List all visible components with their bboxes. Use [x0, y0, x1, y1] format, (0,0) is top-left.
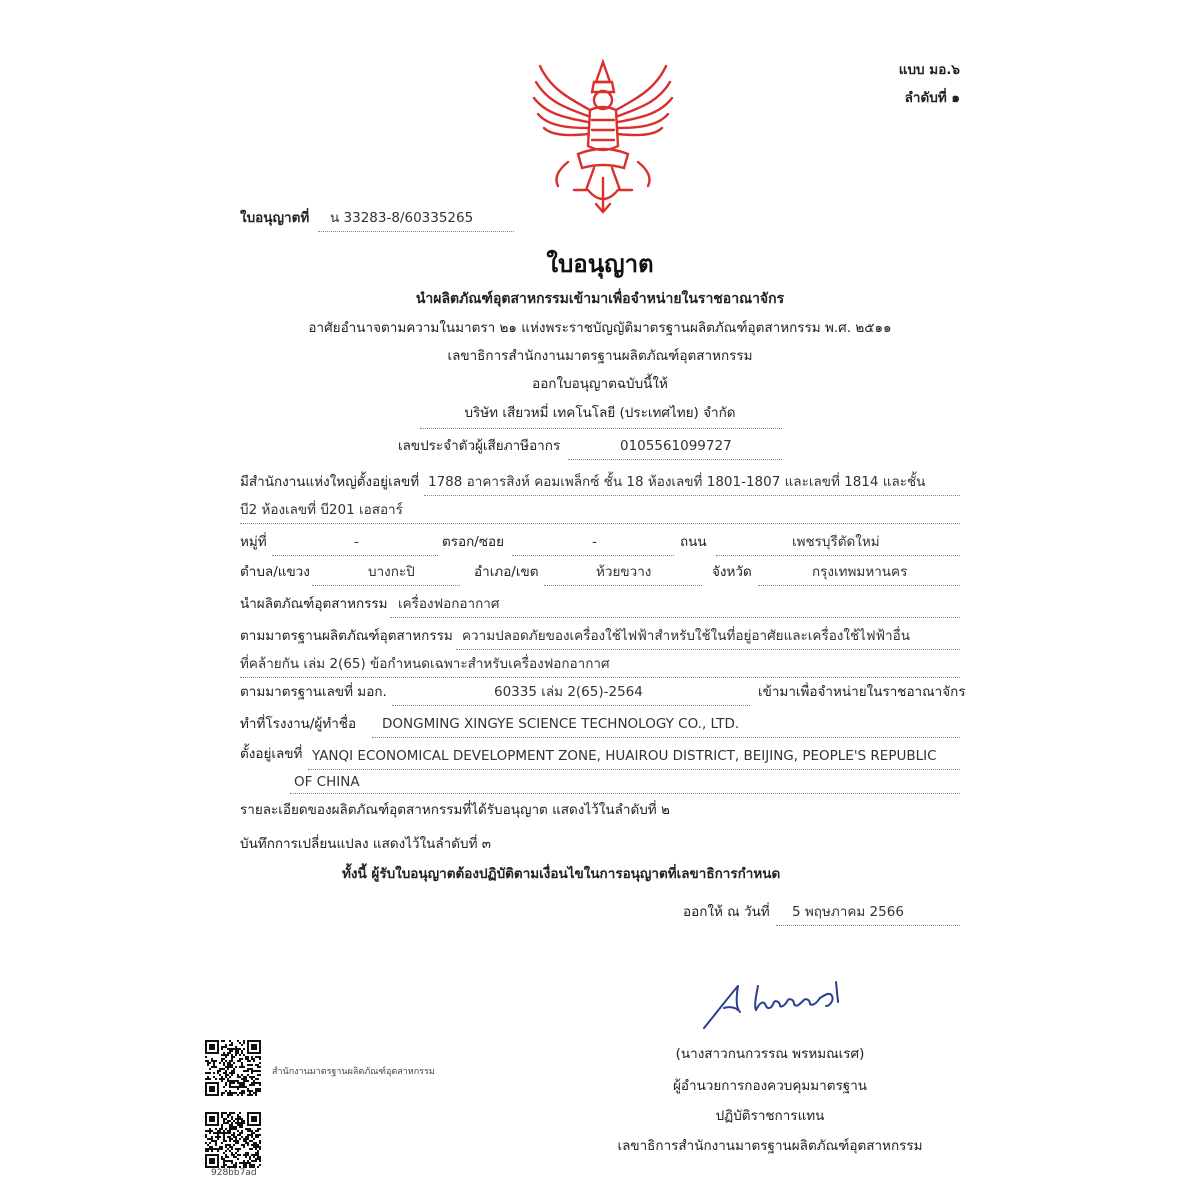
address-value-line-2: บี2 ห้องเลขที่ บี201 เอสอาร์ — [240, 502, 403, 518]
signature — [700, 978, 850, 1034]
form-code: แบบ มอ.๖ — [898, 62, 960, 78]
issue-date-value: 5 พฤษภาคม 2566 — [792, 904, 904, 920]
document-subtitle: นำผลิตภัณฑ์อุตสาหกรรมเข้ามาเพื่อจำหน่ายในราชอาณาจักร — [415, 291, 785, 307]
standard-value-line-1: ความปลอดภัยของเครื่องใช้ไฟฟ้าสำหรับใช้ในที่อยู่อาศัยและเครื่องใช้ไฟฟ้าอื่น — [462, 628, 910, 644]
address-label: มีสำนักงานแห่งใหญ่ตั้งอยู่เลขที่ — [240, 474, 420, 490]
license-no-value: น 33283-8/60335265 — [330, 210, 474, 226]
factory-address-value-line-1: YANQI ECONOMICAL DEVELOPMENT ZONE, HUAIROU DISTRICT, BEIJING, PEOPLE'S REPUBLIC — [312, 748, 937, 764]
signatory-position-2: ปฏิบัติราชการแทน — [715, 1108, 825, 1124]
moo-label: หมู่ที่ — [240, 534, 267, 550]
qr-code-icon[interactable] — [205, 1112, 261, 1168]
license-no-label: ใบอนุญาตที่ — [240, 210, 310, 226]
factory-label: ทำที่โรงงาน/ผู้ทำชื่อ — [240, 716, 357, 732]
condition-note: ทั้งนี้ ผู้รับใบอนุญาตต้องปฏิบัติตามเงื่อนไขในการอนุญาตที่เลขาธิการกำหนด — [342, 866, 781, 882]
factory-address-label: ตั้งอยู่เลขที่ — [240, 746, 303, 762]
tambon-value: บางกะปิ — [368, 564, 415, 580]
tambon-label: ตำบล/แขวง — [240, 564, 310, 580]
tax-id-label: เลขประจำตัวผู้เสียภาษีอากร — [398, 438, 561, 454]
changes-note: บันทึกการเปลี่ยนแปลง แสดงไว้ในลำดับที่ ๓ — [240, 836, 491, 852]
sequence-number: ลำดับที่ ๑ — [904, 90, 960, 106]
product-value: เครื่องฟอกอากาศ — [398, 596, 500, 612]
standard-value-line-2: ที่คล้ายกัน เล่ม 2(65) ข้อกำหนดเฉพาะสำหรับเครื่องฟอกอากาศ — [240, 656, 610, 672]
qr-code-text: 928bb7ad — [211, 1168, 257, 1178]
signatory-position-1: ผู้อำนวยการกองควบคุมมาตรฐาน — [672, 1078, 868, 1094]
moo-value: - — [354, 534, 359, 550]
amphoe-label: อำเภอ/เขต — [474, 564, 539, 580]
road-label: ถนน — [680, 534, 707, 550]
document-title: ใบอนุญาต — [546, 250, 654, 278]
company-name: บริษัท เสียวหมี่ เทคโนโลยี (ประเทศไทย) จำกัด — [464, 405, 736, 421]
standard-no-suffix: เข้ามาเพื่อจำหน่ายในราชอาณาจักร — [758, 684, 966, 700]
signatory-position-3: เลขาธิการสำนักงานมาตรฐานผลิตภัณฑ์อุตสาหกรรม — [617, 1138, 923, 1154]
address-value-line-1: 1788 อาคารสิงห์ คอมเพล็กซ์ ชั้น 18 ห้องเลขที่ 1801-1807 และเลขที่ 1814 และชั้น — [428, 474, 926, 490]
qr-code-icon[interactable] — [205, 1040, 261, 1096]
intro-line-3: ออกใบอนุญาตฉบับนี้ให้ — [532, 376, 668, 392]
product-label: นำผลิตภัณฑ์อุตสาหกรรม — [240, 596, 388, 612]
road-value: เพชรบุรีตัดใหม่ — [792, 534, 880, 550]
amphoe-value: ห้วยขวาง — [596, 564, 652, 580]
garuda-emblem-icon — [528, 58, 678, 214]
qr-caption: สำนักงานมาตรฐานผลิตภัณฑ์อุตสาหกรรม — [272, 1067, 435, 1077]
province-value: กรุงเทพมหานคร — [812, 564, 908, 580]
intro-line-2: เลขาธิการสำนักงานมาตรฐานผลิตภัณฑ์อุตสาหกรรม — [447, 348, 753, 364]
standard-no-value: 60335 เล่ม 2(65)-2564 — [494, 684, 643, 700]
standard-label: ตามมาตรฐานผลิตภัณฑ์อุตสาหกรรม — [240, 628, 453, 644]
tax-id-value: 0105561099727 — [620, 438, 732, 454]
intro-line-1: อาศัยอำนาจตามความในมาตรา ๒๑ แห่งพระราชบัญญัติมาตรฐานผลิตภัณฑ์อุตสาหกรรม พ.ศ. ๒๕๑๑ — [308, 320, 892, 336]
signatory-name: (นางสาวกนกวรรณ พรหมณเรศ) — [675, 1046, 865, 1062]
soi-label: ตรอก/ซอย — [442, 534, 505, 550]
issue-date-label: ออกให้ ณ วันที่ — [683, 904, 770, 920]
factory-address-value-line-2: OF CHINA — [294, 774, 360, 790]
factory-value: DONGMING XINGYE SCIENCE TECHNOLOGY CO., LTD. — [382, 716, 740, 732]
details-note: รายละเอียดของผลิตภัณฑ์อุตสาหกรรมที่ได้รับอนุญาต แสดงไว้ในลำดับที่ ๒ — [240, 802, 670, 818]
soi-value: - — [592, 534, 597, 550]
province-label: จังหวัด — [712, 564, 752, 580]
standard-no-label: ตามมาตรฐานเลขที่ มอก. — [240, 684, 387, 700]
